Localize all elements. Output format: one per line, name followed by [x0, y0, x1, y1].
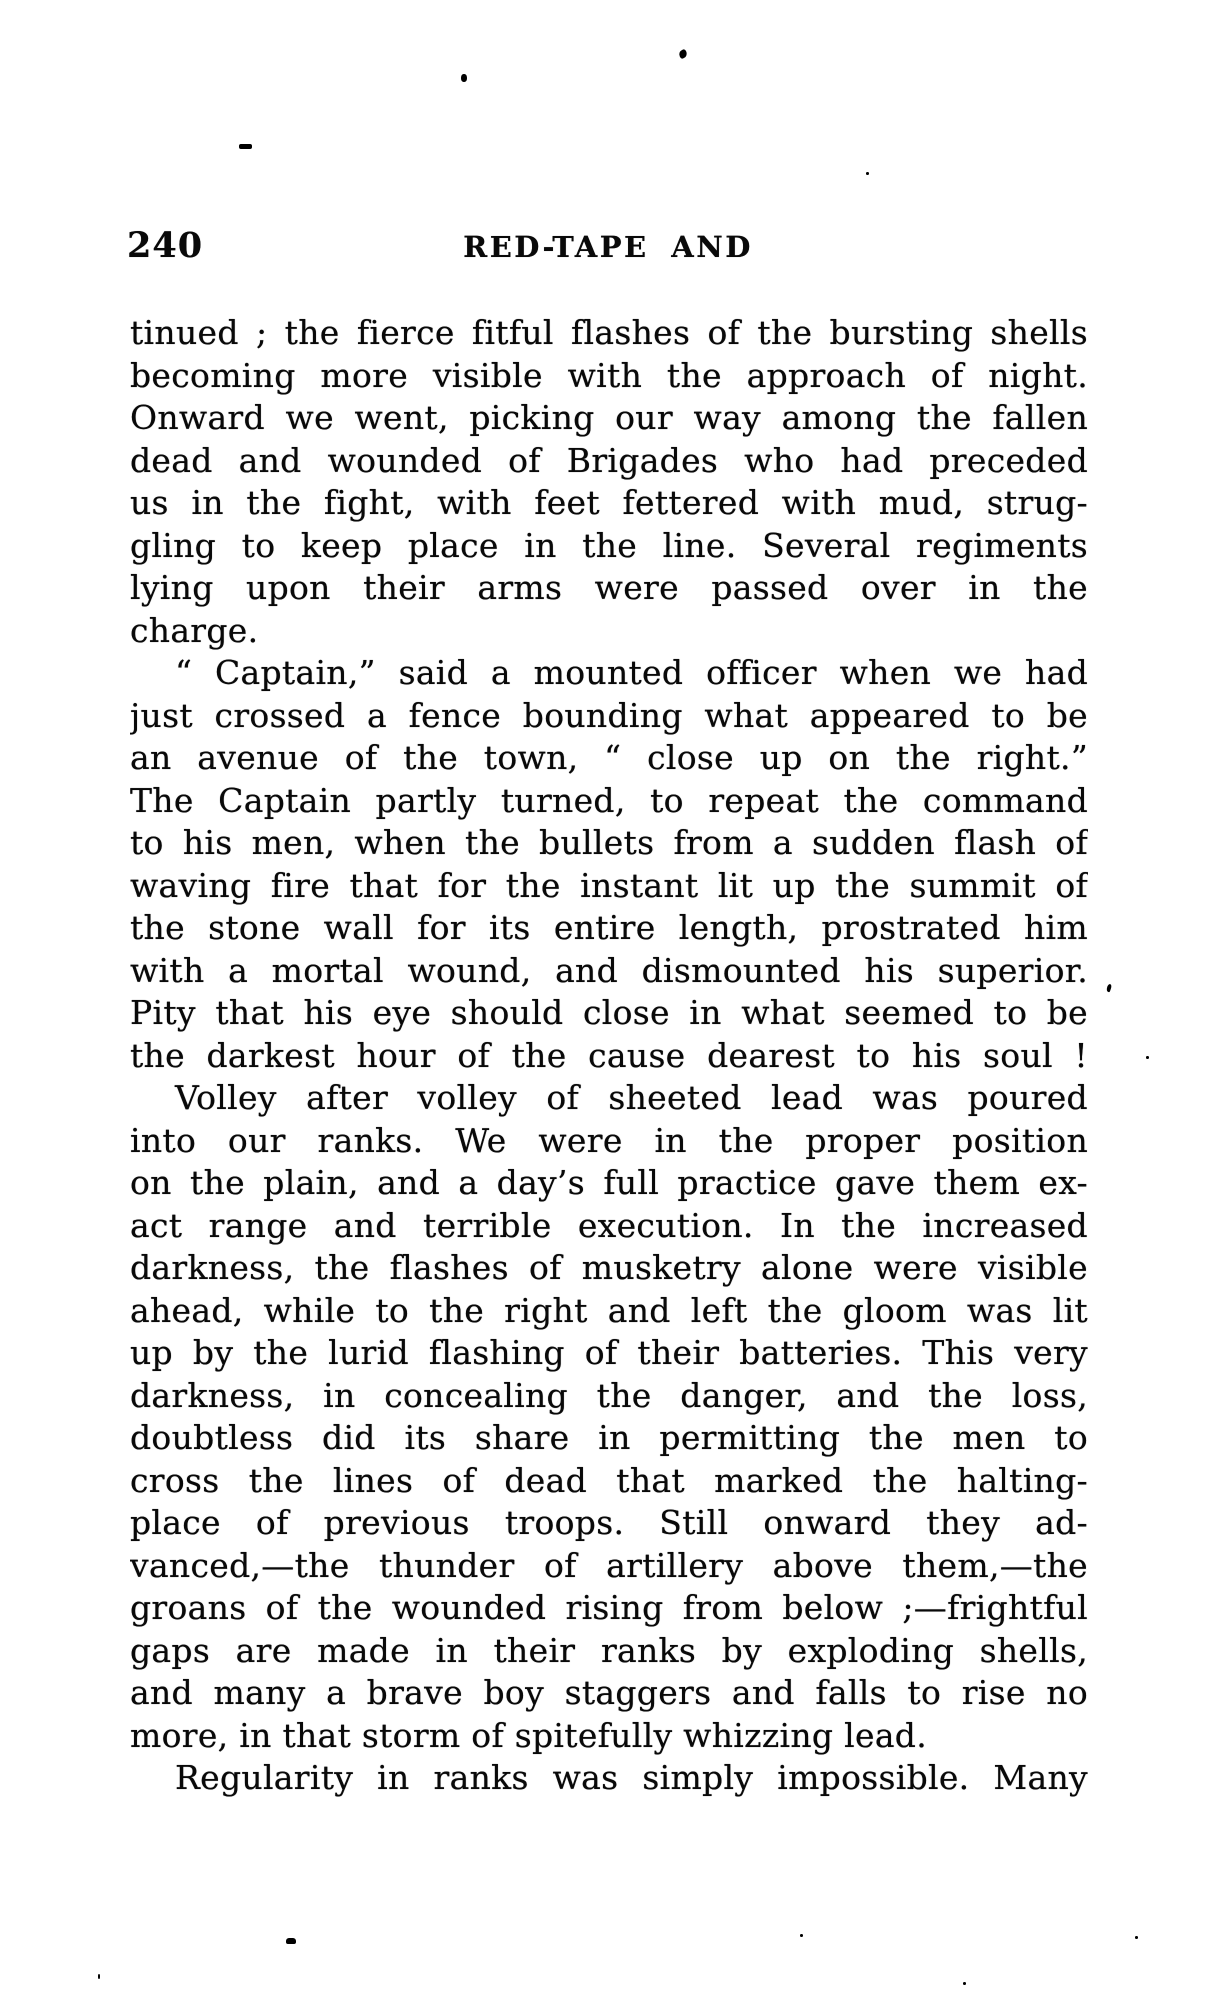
text-line: the darkest hour of the cause dearest to his soul ! — [130, 1035, 1088, 1075]
text-line: “ Captain,” said a mounted officer when we had — [175, 653, 1088, 692]
text-line: darkness, the flashes of musketry alone were visible — [130, 1248, 1088, 1287]
scan-speck — [800, 1934, 803, 1937]
text-line: becoming more visible with the approach of night. — [130, 355, 1088, 395]
text-line: groans of the wounded rising from below ;—frightful — [130, 1588, 1088, 1627]
text-line: tinued ; the fierce fitful flashes of the bursting shells — [130, 313, 1088, 352]
text-line: gling to keep place in the line. Several regiments — [130, 525, 1088, 565]
text-line: ahead, while to the right and left the gloom was lit — [130, 1290, 1088, 1330]
scan-speck — [1135, 1936, 1138, 1939]
scan-speck — [1146, 1056, 1149, 1059]
scan-speck — [239, 144, 252, 149]
scan-speck — [98, 1974, 100, 1979]
text-line: and many a brave boy staggers and falls to rise no — [130, 1673, 1088, 1712]
text-line: cross the lines of dead that marked the halting- — [130, 1460, 1088, 1500]
body-text — [130, 312, 1088, 1800]
text-line: gaps are made in their ranks by exploding shells, — [130, 1630, 1088, 1670]
running-head — [0, 225, 1216, 268]
text-line: doubtless did its share in permitting the men to — [130, 1418, 1088, 1457]
text-line: Onward we went, picking our way among the fallen — [130, 398, 1088, 437]
text-line: an avenue of the town, “ close up on the right.” — [130, 738, 1088, 777]
text-line: place of previous troops. Still onward they ad- — [130, 1503, 1088, 1542]
text-line: The Captain partly turned, to repeat the command — [130, 780, 1088, 820]
text-line: more, in that storm of spitefully whizzing lead. — [130, 1715, 928, 1755]
text-line: act range and terrible execution. In the increased — [130, 1205, 1088, 1245]
text-line: into our ranks. We were in the proper position — [130, 1120, 1088, 1160]
text-line: on the plain, and a day’s full practice gave them ex- — [130, 1163, 1088, 1202]
text-line: vanced,—the thunder of artillery above them,—the — [130, 1545, 1088, 1585]
text-line: darkness, in concealing the danger, and the loss, — [130, 1375, 1088, 1415]
running-title: RED-TAPE AND — [463, 230, 753, 264]
page-number: 240 — [127, 225, 204, 266]
text-line: Volley after volley of sheeted lead was poured — [175, 1078, 1088, 1117]
scan-speck — [866, 172, 869, 175]
text-line: just crossed a fence bounding what appeared to be — [130, 695, 1088, 735]
scan-speck — [286, 1938, 296, 1944]
text-line: to his men, when the bullets from a sudden flash of — [130, 823, 1088, 862]
scan-speck — [1106, 984, 1112, 993]
text-line: up by the lurid flashing of their batteries. This very — [130, 1333, 1088, 1372]
scan-speck — [678, 49, 689, 60]
scan-speck — [461, 74, 467, 82]
text-line: dead and wounded of Brigades who had preceded — [130, 440, 1088, 480]
text-line: charge. — [130, 610, 259, 650]
text-line: the stone wall for its entire length, prostrated him — [130, 908, 1088, 947]
scan-speck — [963, 1982, 966, 1985]
text-line: lying upon their arms were passed over in the — [130, 568, 1088, 607]
text-line: Pity that his eye should close in what seemed to be — [130, 993, 1088, 1032]
text-line: waving fire that for the instant lit up the summit of — [130, 865, 1088, 905]
text-line: with a mortal wound, and dismounted his superior. — [130, 950, 1088, 990]
text-line: Regularity in ranks was simply impossible. Many — [175, 1758, 1088, 1797]
text-line: us in the fight, with feet fettered with mud, strug- — [130, 483, 1088, 522]
